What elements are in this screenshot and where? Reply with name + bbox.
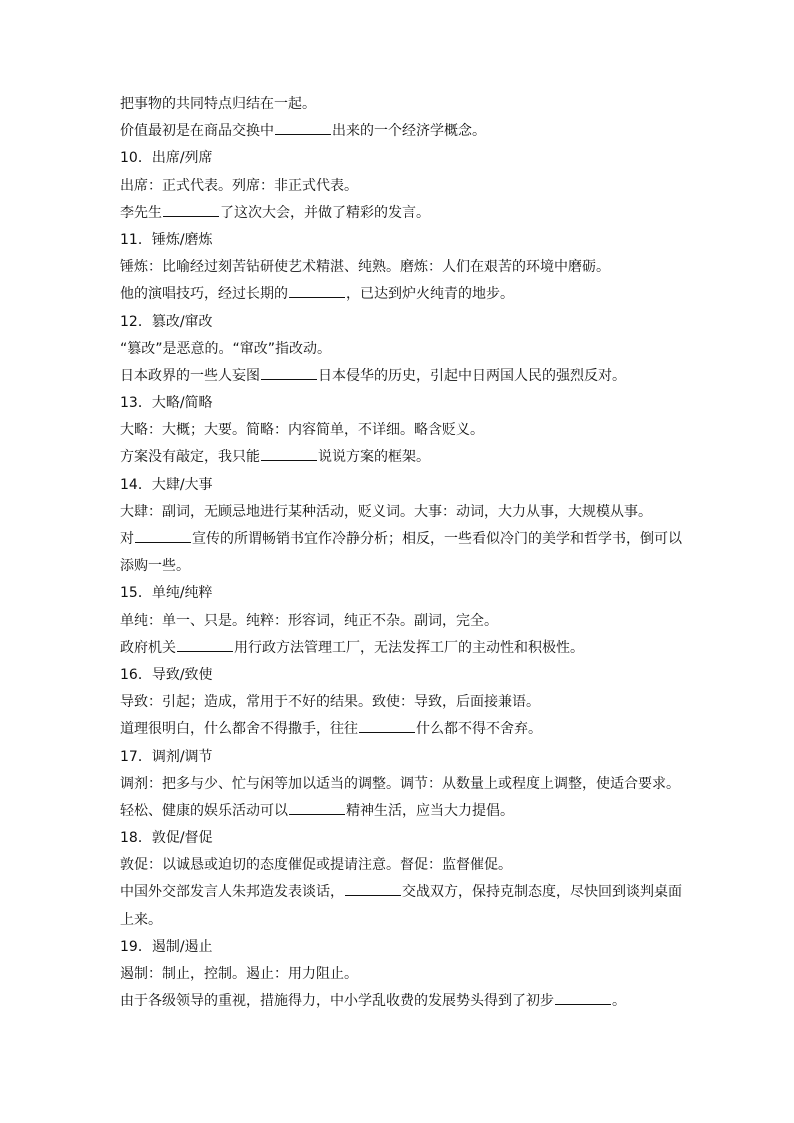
explanation-text: [120, 771, 690, 798]
word-pair-heading: [120, 825, 690, 852]
document-page: [120, 91, 690, 1015]
example-sentence: [120, 118, 690, 145]
explanation-text: [120, 173, 690, 200]
explanation-text: [120, 336, 690, 363]
word-pair-heading: [120, 145, 690, 172]
text-content: 遏制：制止，控制。遏止：用力阻止。: [120, 966, 358, 982]
example-sentence: [120, 988, 690, 1015]
example-sentence: [120, 281, 690, 308]
word-pair-heading: [120, 934, 690, 961]
heading-text: 18．敦促/督促: [120, 830, 213, 847]
text-content: 上来。: [120, 911, 162, 928]
sentence-before-blank: 日本政界的一些人妄图: [120, 367, 260, 384]
word-pair-heading: [120, 227, 690, 254]
text-content: 导致：引起；造成，常用于不好的结果。致使：导致，后面接兼语。: [120, 694, 540, 711]
sentence-after-blank: 精神生活，应当大力提倡。: [346, 802, 514, 819]
heading-text: 10．出席/列席: [120, 150, 213, 167]
fill-in-blank: [289, 283, 345, 298]
word-pair-heading: [120, 662, 690, 689]
text-content: 锤炼：比喻经过刻苦钻研使艺术精湛、纯熟。磨炼：人们在艰苦的环境中磨砺。: [120, 259, 610, 276]
heading-text: 14．大肆/大事: [120, 476, 213, 493]
fill-in-blank: [555, 990, 611, 1005]
example-sentence: [120, 798, 690, 825]
explanation-text: [120, 254, 690, 281]
example-sentence: [120, 363, 690, 390]
heading-text: 12．篡改/窜改: [120, 313, 213, 330]
sentence-before-blank: 方案没有敲定，我只能: [120, 449, 260, 466]
text-content: 敦促：以诚恳或迫切的态度催促或提请注意。督促：监督催促。: [120, 857, 512, 874]
text-content: 大略：大概；大要。简略：内容简单，不详细。略含贬义。: [120, 422, 484, 439]
word-pair-heading: [120, 390, 690, 417]
text-content: 大肆：副词，无顾忌地进行某种活动，贬义词。大事：动词，大力从事，大规模从事。: [120, 503, 652, 520]
example-sentence: [120, 716, 690, 743]
heading-text: 11．锤炼/磨炼: [120, 231, 213, 248]
example-sentence: [120, 444, 690, 471]
sentence-before-blank: 中国外交部发言人朱邦造发表谈话，: [120, 884, 344, 901]
heading-text: 16．导致/致使: [120, 666, 213, 683]
sentence-before-blank: 政府机关: [120, 639, 176, 656]
fill-in-blank: [163, 202, 219, 217]
example-sentence: [120, 526, 690, 553]
sentence-after-blank: 出来的一个经济学概念。: [332, 123, 486, 140]
sentence-after-blank: 什么都不得不舍弃。: [416, 721, 542, 738]
sentence-after-blank: 交战双方，保持克制态度，尽快回到谈判桌面: [402, 884, 682, 901]
explanation-text: [120, 499, 690, 526]
text-content: 单纯：单一、只是。纯粹：形容词，纯正不杂。副词，完全。: [120, 612, 498, 629]
fill-in-blank: [359, 718, 415, 733]
heading-text: 13．大略/简略: [120, 395, 213, 412]
explanation-text: [120, 689, 690, 716]
sentence-after-blank: 了这次大会，并做了精彩的发言。: [220, 204, 430, 221]
sentence-before-blank: 轻松、健康的娱乐活动可以: [120, 802, 288, 819]
sentence-after-blank: 说说方案的框架。: [318, 449, 430, 466]
sentence-before-blank: 道理很明白，什么都舍不得撒手，往往: [120, 721, 358, 738]
text-content: 把事物的共同特点归结在一起。: [120, 96, 316, 112]
explanation-text: [120, 961, 690, 988]
example-sentence: [120, 635, 690, 662]
explanation-text: [120, 907, 690, 934]
fill-in-blank: [345, 881, 401, 896]
sentence-after-blank: ，已达到炉火纯青的地步。: [346, 286, 514, 303]
heading-text: 15．单纯/纯粹: [120, 585, 213, 602]
text-content: 调剂：把多与少、忙与闲等加以适当的调整。调节：从数量上或程度上调整，使适合要求。: [120, 775, 680, 792]
explanation-text: [120, 852, 690, 879]
explanation-text: [120, 608, 690, 635]
sentence-after-blank: 宣传的所谓畅销书宜作冷静分析；相反，一些看似冷门的美学和哲学书，倒可以: [192, 531, 682, 547]
fill-in-blank: [135, 528, 191, 543]
sentence-before-blank: 对: [120, 531, 134, 547]
word-pair-heading: [120, 744, 690, 771]
fill-in-blank: [261, 365, 317, 380]
heading-text: 19．遏制/遏止: [120, 938, 213, 955]
sentence-before-blank: 由于各级领导的重视，措施得力，中小学乱收费的发展势头得到了初步: [120, 993, 554, 1010]
explanation-text: [120, 553, 690, 580]
text-content: 出席：正式代表。列席：非正式代表。: [120, 177, 358, 194]
sentence-after-blank: 。: [612, 993, 626, 1010]
sentence-after-blank: 日本侵华的历史，引起中日两国人民的强烈反对。: [318, 367, 626, 384]
explanation-text: [120, 417, 690, 444]
example-sentence: [120, 879, 690, 906]
fill-in-blank: [261, 446, 317, 461]
text-content: “篡改”是恶意的。“窜改”指改动。: [120, 340, 332, 357]
sentence-after-blank: 用行政方法管理工厂，无法发挥工厂的主动性和积极性。: [234, 639, 584, 656]
sentence-before-blank: 他的演唱技巧，经过长期的: [120, 286, 288, 303]
word-pair-heading: [120, 309, 690, 336]
explanation-text: [120, 91, 690, 118]
word-pair-heading: [120, 580, 690, 607]
fill-in-blank: [177, 637, 233, 652]
fill-in-blank: [289, 800, 345, 815]
text-content: 添购一些。: [120, 558, 190, 575]
example-sentence: [120, 200, 690, 227]
heading-text: 17．调剂/调节: [120, 748, 213, 765]
fill-in-blank: [275, 120, 331, 135]
word-pair-heading: [120, 472, 690, 499]
sentence-before-blank: 李先生: [120, 204, 162, 221]
sentence-before-blank: 价值最初是在商品交换中: [120, 123, 274, 140]
